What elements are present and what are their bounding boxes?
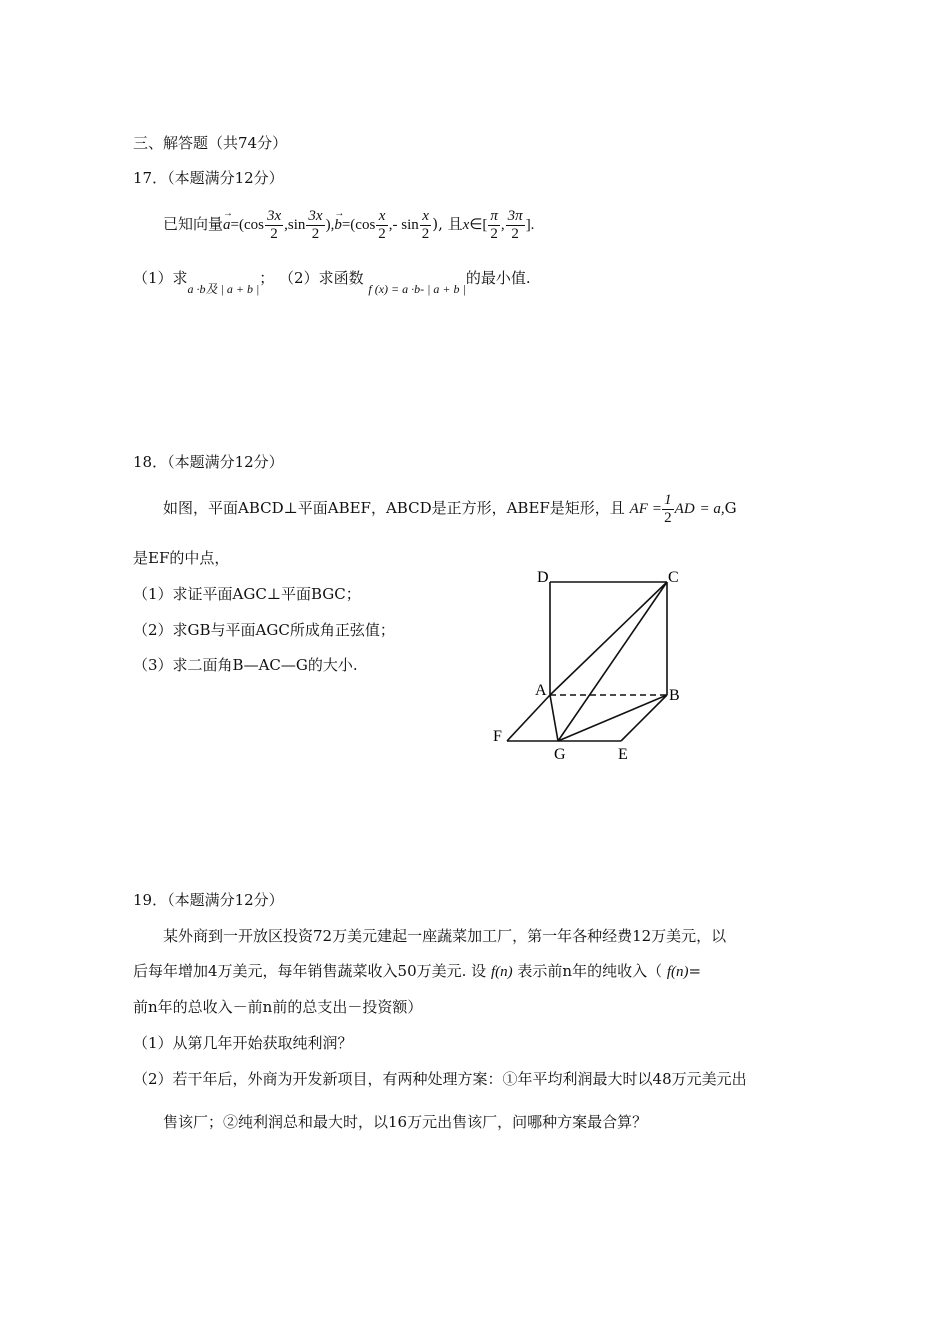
q18-sub2: （2）求GB与平面AGC所成角正弦值；: [133, 621, 395, 639]
q18-ad: AD: [674, 501, 695, 517]
frac-den: 2: [511, 225, 519, 242]
q17-in-open: ∈[: [469, 217, 488, 233]
label-f: F: [493, 728, 502, 745]
q17-neg-sin: ,- sin: [388, 217, 419, 233]
q19-fn2: f(n): [666, 964, 689, 980]
frac-num: π: [490, 207, 498, 224]
q18-line1-text: 如图，平面ABCD⊥平面ABEF，ABCD是正方形，ABEF是矩形，且: [163, 499, 625, 517]
frac-den: 2: [421, 225, 430, 242]
q19-header: 19．（本题满分12分）: [133, 891, 284, 909]
frac-x-over-2: [376, 208, 388, 243]
q18-sub1: （1）求证平面AGC⊥平面BGC；: [133, 585, 361, 603]
q19-fn: f(n): [490, 964, 513, 980]
frac-num: 3π: [507, 207, 523, 224]
q19-line2-c: =: [688, 962, 702, 980]
q17-given: [163, 204, 534, 245]
vector-a: → a: [223, 205, 231, 245]
frac-den: 2: [490, 225, 498, 242]
q17-part1: （1）求: [133, 269, 188, 287]
q19-sub2-cont: 售该厂；②纯利润总和最大时，以16万元出售该厂，问哪种方案最合算？: [163, 1113, 648, 1131]
q18-g: G: [724, 499, 737, 517]
q17-eq-open2: =(cos: [341, 217, 376, 233]
edge-be: [621, 695, 667, 741]
label-d: D: [537, 569, 549, 586]
q19-line2: [133, 961, 701, 982]
q18-line1: [163, 488, 737, 529]
q18-line2: 是EF的中点，: [133, 549, 230, 567]
frac-3x-over-2: [265, 208, 283, 243]
q18-af: AF: [629, 501, 648, 517]
q17-part1-expr: a ·b及 | a + b |: [187, 282, 260, 296]
q18-tail: = a,: [699, 501, 725, 517]
q19-line2-a: 后每年增加4万美元，每年销售蔬菜收入50万美元. 设: [133, 962, 487, 980]
q17-part2-tail: 的最小值.: [465, 269, 531, 287]
frac-1-over-2: [662, 492, 674, 527]
q19-line1: 某外商到一开放区投资72万美元建起一座蔬菜加工厂，第一年各种经费12万美元，以: [163, 927, 727, 945]
label-g: G: [554, 746, 566, 763]
q19-line2-b: 表示前n年的纯收入（: [517, 962, 663, 980]
q19-sub1: （1）从第几年开始获取纯利润？: [133, 1034, 353, 1052]
q17-part2-expr: f (x) = a ·b- | a + b |: [368, 282, 466, 296]
vector-b: → b: [334, 205, 342, 245]
label-b: B: [669, 687, 680, 704]
q17-comma: ,: [500, 217, 505, 233]
frac-3pi-over-2: [506, 208, 525, 243]
frac-num: 1: [664, 491, 672, 508]
q18-sub3: （3）求二面角B—AC—G的大小.: [133, 656, 358, 674]
q18-header: 18．（本题满分12分）: [133, 453, 284, 471]
q17-part2: （2）求函数: [279, 269, 364, 287]
q17-close2: ), 且: [432, 215, 463, 233]
q17-header: 17．（本题满分12分）: [133, 169, 284, 187]
frac-den: 2: [378, 225, 386, 242]
frac-den: 2: [270, 225, 278, 242]
q19-line3: 前n年的总收入－前n前的总支出－投资额）: [133, 998, 423, 1016]
frac-num: x: [420, 208, 432, 226]
q17-sin: ,sin: [284, 217, 306, 233]
q17-end: ].: [525, 217, 535, 233]
frac-den: 2: [664, 509, 672, 526]
frac-pi-over-2: [488, 208, 500, 243]
edge-af: [507, 695, 550, 741]
q17-given-prefix: 已知向量: [163, 215, 224, 233]
q17-close1: ),: [325, 217, 335, 233]
geometry-figure: [485, 558, 695, 773]
edge-ag: [550, 695, 558, 741]
q17-eq-open: =(cos: [230, 217, 264, 233]
section-title: 三、解答题（共74分）: [133, 134, 288, 152]
q18-eq: =: [652, 501, 662, 517]
frac-den: 2: [311, 225, 320, 242]
frac-num: x: [376, 208, 388, 226]
q17-sep: ；: [259, 269, 275, 287]
label-e: E: [618, 746, 628, 763]
q19-sub2: （2）若干年后，外商为开发新项目，有两种处理方案：①年平均利润最大时以48万元美元出: [133, 1070, 747, 1088]
q17-parts: [133, 268, 531, 296]
label-a: A: [535, 682, 547, 699]
frac-x-over-2-b: [420, 208, 432, 243]
frac-3x-over-2-b: [306, 208, 324, 243]
frac-num: 3x: [266, 207, 282, 224]
label-c: C: [668, 569, 679, 586]
edge-ac: [550, 582, 667, 695]
q17-var-x: x: [462, 217, 470, 233]
frac-num: 3x: [308, 207, 323, 224]
